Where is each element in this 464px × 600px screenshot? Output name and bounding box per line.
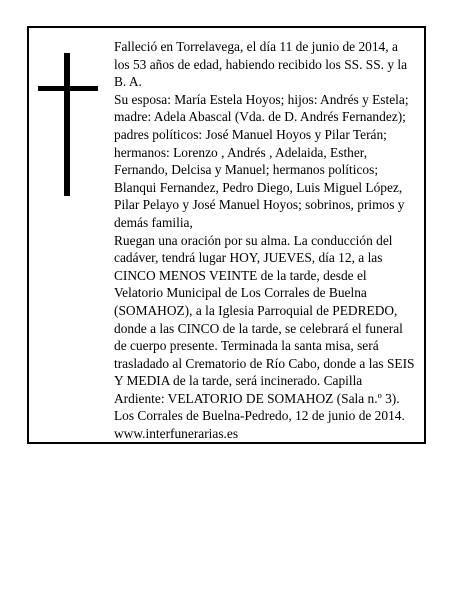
- notice-line: Los Corrales de Buelna-Pedredo, 12 de junio de 2014.: [114, 408, 405, 424]
- notice-line: Velatorio Municipal de Los Corrales de Buelna: [114, 285, 367, 301]
- notice-line: padres políticos: José Manuel Hoyos y Pilar Terán;: [114, 126, 387, 142]
- notice-line: Pilar Pelayo y José Manuel Hoyos; sobrinos, primos y: [114, 197, 405, 213]
- notice-line: B. A.: [114, 74, 142, 90]
- cross-horizontal-bar: [38, 86, 98, 91]
- notice-line: cadáver, tendrá lugar HOY, JUEVES, día 12, a las: [114, 250, 383, 266]
- notice-line: Ruegan una oración por su alma. La conducción del: [114, 232, 393, 248]
- notice-line: los 53 años de edad, habiendo recibido los SS. SS. y la: [114, 56, 408, 72]
- cross-vertical-bar: [64, 53, 70, 196]
- notice-line: hermanos: Lorenzo , Andrés , Adelaida, Esther,: [114, 144, 368, 160]
- notice-line: Blanqui Fernandez, Pedro Diego, Luis Miguel López,: [114, 179, 403, 195]
- notice-line: de cuerpo presente. Terminada la santa misa, será: [114, 338, 379, 354]
- notice-line: demás familia,: [114, 214, 193, 230]
- notice-line: Ardiente: VELATORIO DE SOMAHOZ (Sala n.º 3).: [114, 390, 400, 406]
- website-link[interactable]: www.interfunerarias.es: [114, 426, 239, 442]
- notice-line: madre: Adela Abascal (Vda. de D. Andrés Fernandez);: [114, 109, 406, 125]
- obituary-text: [114, 38, 424, 443]
- notice-line: CINCO MENOS VEINTE de la tarde, desde el: [114, 267, 367, 283]
- notice-line: Falleció en Torrelavega, el día 11 de junio de 2014, a: [114, 39, 398, 54]
- notice-line: trasladado al Crematorio de Río Cabo, donde a las SEIS: [114, 355, 415, 371]
- notice-line: Y MEDIA de la tarde, será incinerado. Capilla: [114, 373, 363, 389]
- notice-line: Su esposa: María Estela Hoyos; hijos: Andrés y Estela;: [114, 91, 409, 107]
- notice-line: Fernando, Delcisa y Manuel; hermanos políticos;: [114, 162, 379, 178]
- notice-line: donde a las CINCO de la tarde, se celebrará el funeral: [114, 320, 403, 336]
- notice-line: (SOMAHOZ), a la Iglesia Parroquial de PEDREDO,: [114, 302, 398, 318]
